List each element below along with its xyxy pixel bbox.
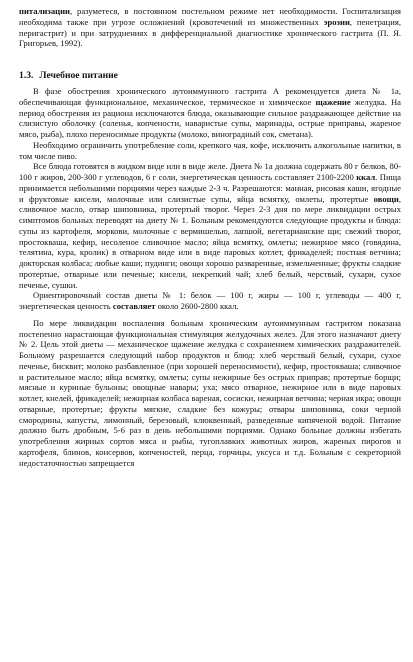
paragraph-2 xyxy=(19,140,401,162)
paragraph-text: Необходимо ограничить употребление соли, крепкого чая, кофе, исключить алкогольные напитки, в том числе пиво. xyxy=(19,139,401,161)
bold-term: составляет xyxy=(112,301,156,311)
paragraph-text: Ориентировочный состав диеты № 1: белок — 100 г, жиры — 100 г, углеводы — 400 г, энергетическая ценность xyxy=(19,290,401,311)
intro-bold-lead: питализации xyxy=(19,6,70,16)
paragraph-text: , сливочное масло, отвар шиповника, протертый творог. Через 2-3 дня по мере ликвидации острых симптомов больных переводят на диету № 1. Больным рекомендуются следующие продукты и блюда: супы из картофеля, моркови, молочные с вермишелью, лапшой, вегетарианские щи; свежий творог, простокваша, кефир, несоленое сливочное масло; яйца всмятку, омлеты; нежирное мясо (говядина, телятина, кура, кролик) в отварном виде или в виде паровых котлет, фрикаделей; постная ветчина; докторская колбаса; любые каши; пудинги; овощи хорошо разваренные, измельченные; фрукты сладкие протертые, отварные или печеные; кисели, некрепкий чай; хлеб белый, черствый, сухари, сухое печенье, сушки. xyxy=(19,193,401,290)
paragraph-text: желудка. На период обострения из рациона исключаются блюда, оказывающие сильное раздражающее действие на слизистую оболочку (соленья, копчености, наваристые супы, маринады, острые приправы, жареное мясо, рыба), плохо переносимые продукты (молоко, виноградный сок, сметана). xyxy=(19,96,401,139)
paragraph-text: около 2600-2800 ккал. xyxy=(155,301,239,311)
paragraph-text: . Пища принимается небольшими порциями через каждые 2-3 ч. Разрешаются: манная, рисовая каши, ягодные и фруктовые кисели, молочные или слизистые супы, яйца всмятку, омлеты, протертые xyxy=(19,172,401,204)
paragraph-4 xyxy=(19,290,401,312)
section-title: Лечебное питание xyxy=(39,70,118,81)
intro-paragraph: питализации, разуметеся, в постоянном постельном режиме нет необходимости. Госпитализация необходима также при угрозе осложнений (кровотечений из множественных эрозии, пенетрация, перигастрит) и при затруднениях в дифференциальной диагностике хронического гастрита (П. Я. Григорьев, 1992). xyxy=(19,6,402,49)
paragraph-text: В фазе обострения хронического аутоиммунного гастрита А рекомендуется диета № 1а, обеспечивающая функциональное, механическое, термическое и химическое xyxy=(19,86,401,107)
bold-term: ккал xyxy=(356,172,376,182)
intro-bold-word: эрозии xyxy=(323,16,350,27)
paragraph-5 xyxy=(19,318,401,469)
body-paragraphs xyxy=(19,86,401,468)
bold-term: щажение xyxy=(315,96,351,107)
intro-text: разуметеся, в постоянном постельном режиме нет необходимости. Госпитализация необходима также при угрозе осложнений (кровотечений из множественных xyxy=(19,6,402,27)
section-number: 1.3. xyxy=(19,70,34,81)
paragraph-3 xyxy=(19,161,401,290)
paragraph-1 xyxy=(19,86,401,140)
intro-tail: , пенетрация, перигастрит) и при затруднениях в дифференциальной диагностике хронического гастрита (П. Я. Григорьев, 1992). xyxy=(19,16,401,49)
paragraph-text: По мере ликвидации воспаления больным хроническим аутоиммунным гастритом показана постепенно нарастающая функциональная стимуляция желудочных желез. Для этого назначают диету № 2. Цель этой диеты — механическое щажение желудка с сохранением химических раздражителей. Больному разрешается следующий набор продуктов и блюд: хлеб черствый белый, сухари, сухое печенье, бисквит; молоко разбавленное (при хорошей переносимости), кефир, простокваша; сливочное и растительное масло; яйца всмятку, омлеты; супы нежирные без острых приправ; протертые борщи; мясные и куриные бульоны; овощные навары; уха; мясо отварное, нежирное или в виде паровых котлет, кнелей, фрикаделей; нежирная колбаса вареная, сосиски, нежирная ветчина; черная икра; овощи отварные, протертые; фрукты мягкие, сладкие без кожуры; отвары шиповника, соки черной смородины, капусты, лимонный, березовый, клюквенный, разведенные кипяченой водой. Питание должно быть дробным, 5-6 раз в день небольшими порциями. Однако больные должны избегать употребления жирных сортов мяса и рыбы, тугоплавких животных жиров, жареных пирогов и картофеля, блинов, консервов, копченостей, перца, горчицы, уксуса и т.д. Больным с секреторной недостаточностью запрещается xyxy=(19,317,401,468)
section-heading xyxy=(19,69,401,82)
paragraph-text: Все блюда готовятся в жидком виде или в виде желе. Диета № 1а должна содержать 80 г белков, 80-100 г жиров, 200-300 г углеводов, 6 г соли, энергетическая ценность составляет 2100-2200 xyxy=(19,161,401,182)
bold-term: овощи xyxy=(373,193,399,204)
